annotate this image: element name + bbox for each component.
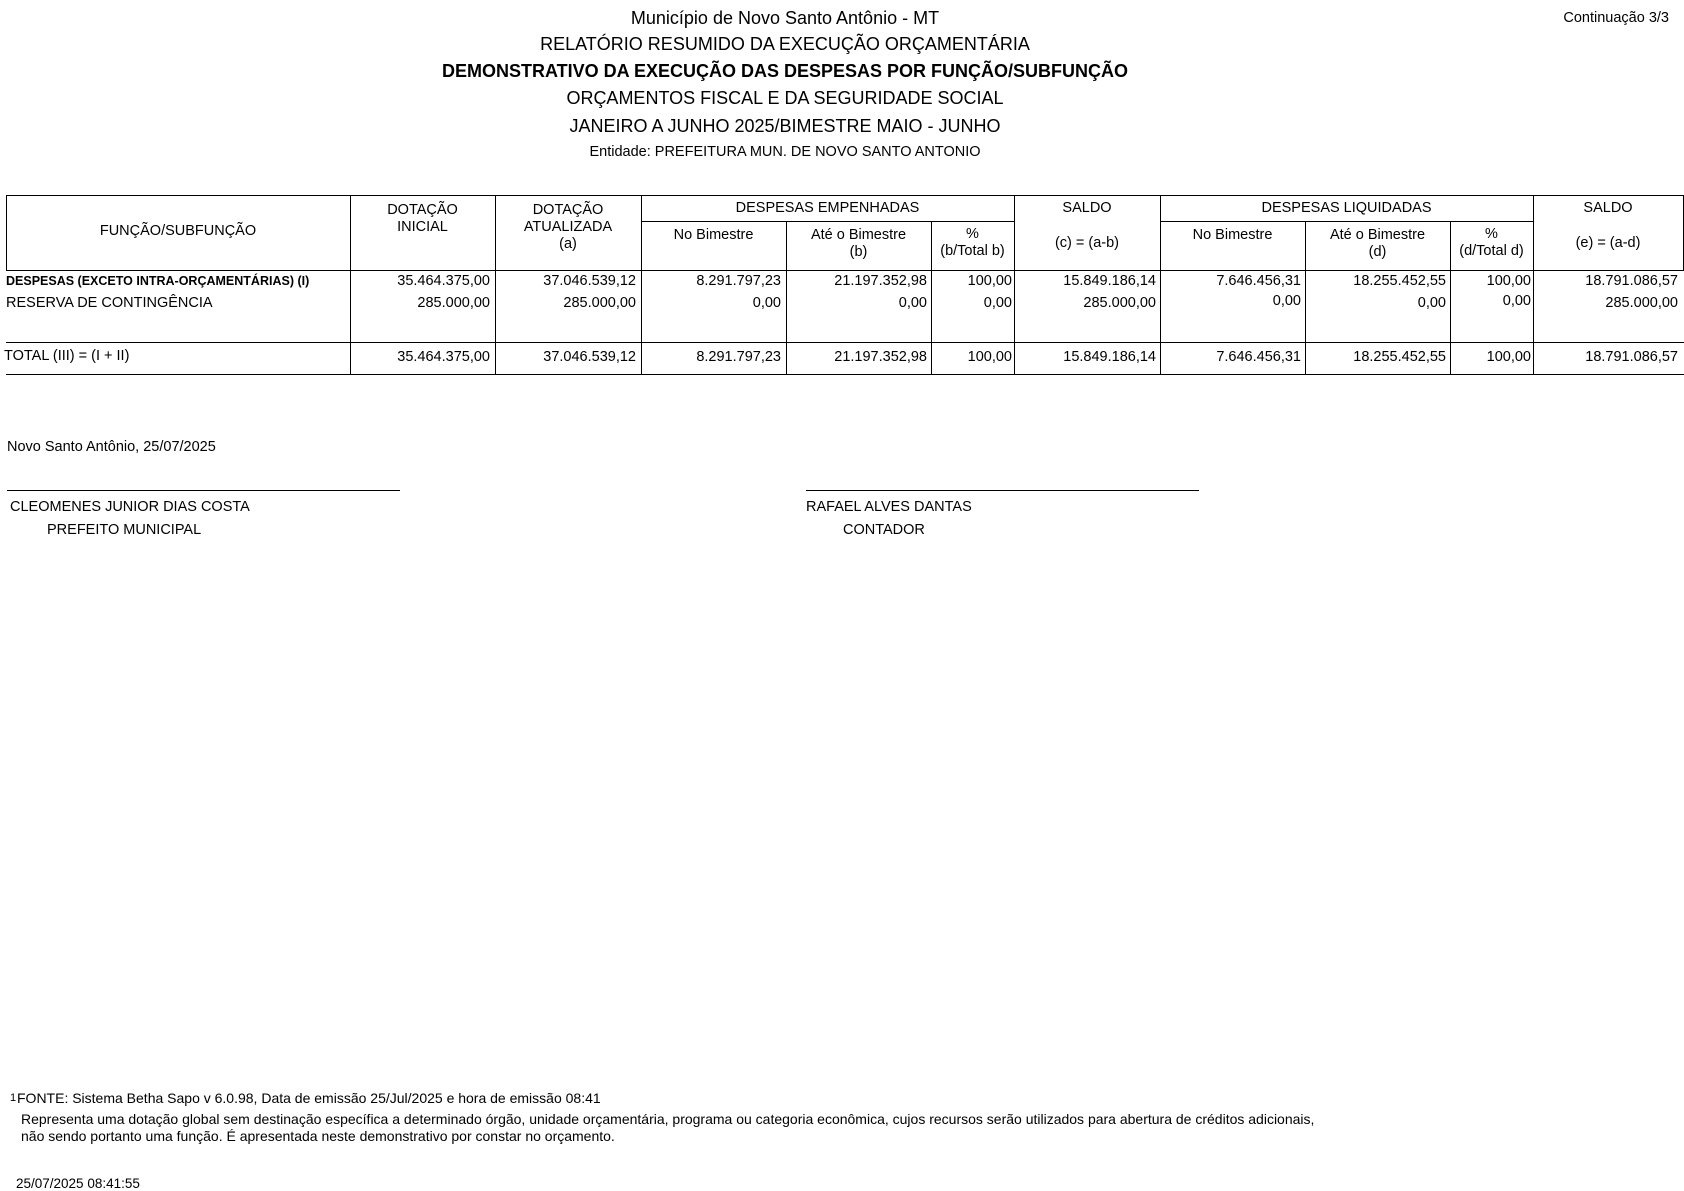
subheader-line-liquidadas xyxy=(1160,221,1534,222)
header-emp-ate-bimestre: (b) xyxy=(849,244,868,260)
table-cell: 285.000,00 xyxy=(563,295,636,311)
table-cell: 18.791.086,57 xyxy=(1585,349,1678,365)
signer-name: CLEOMENES JUNIOR DIAS COSTA xyxy=(10,499,250,515)
table-cell: 0,00 xyxy=(1417,295,1446,311)
table-cell: 0,00 xyxy=(983,295,1012,311)
table-cell: 37.046.539,12 xyxy=(543,273,636,289)
table-cell: 100,00 xyxy=(1486,349,1531,365)
period-title: JANEIRO A JUNHO 2025/BIMESTRE MAIO - JUNHO xyxy=(569,116,1001,136)
signature-line xyxy=(806,490,1199,491)
footnote-text: não sendo portanto uma função. É apresentada neste demonstrativo por constar no orçamento. xyxy=(21,1128,615,1144)
demonstrativo-title: DEMONSTRATIVO DA EXECUÇÃO DAS DESPESAS POR FUNÇÃO/SUBFUNÇÃO xyxy=(441,61,1129,81)
header-dotacao-inicial: INICIAL xyxy=(397,219,448,235)
row-label: DESPESAS (EXCETO INTRA-ORÇAMENTÁRIAS) (I) xyxy=(6,274,310,288)
signature-line xyxy=(7,490,400,491)
header-liq-ate-bimestre: (d) xyxy=(1368,244,1387,260)
table-cell: 100,00 xyxy=(967,273,1012,289)
row-label: RESERVA DE CONTINGÊNCIA xyxy=(6,295,213,311)
footnote-text: Representa uma dotação global sem destinação específica a determinado órgão, unidade orçamentária, programa ou categoria econômica, cujos recursos serão utilizados para abertura de créditos adicionais, xyxy=(21,1111,1315,1127)
table-cell: 21.197.352,98 xyxy=(834,273,927,289)
table-cell: 100,00 xyxy=(967,349,1012,365)
header-saldo-c: SALDO xyxy=(1062,200,1112,216)
page-continuation: Continuação 3/3 xyxy=(1563,10,1669,26)
table-cell: 37.046.539,12 xyxy=(543,349,636,365)
header-despesas-empenhadas: DESPESAS EMPENHADAS xyxy=(735,200,920,216)
header-saldo-e: (e) = (a-d) xyxy=(1575,235,1641,251)
header-liq-percent: % xyxy=(1485,226,1498,242)
source-note: FONTE: Sistema Betha Sapo v 6.0.98, Data de emissão 25/Jul/2025 e hora de emissão 08:41 xyxy=(17,1090,601,1106)
signer-name: RAFAEL ALVES DANTAS xyxy=(806,499,972,515)
table-cell: 7.646.456,31 xyxy=(1216,349,1301,365)
table-cell: 100,00 xyxy=(1486,273,1531,289)
table-cell: 15.849.186,14 xyxy=(1063,349,1156,365)
total-label: TOTAL (III) = (I + II) xyxy=(4,348,130,364)
signer-role: CONTADOR xyxy=(843,522,925,538)
header-funcao: FUNÇÃO/SUBFUNÇÃO xyxy=(99,223,257,239)
table-cell: 18.791.086,57 xyxy=(1585,273,1678,289)
subheader-line-empenhadas xyxy=(641,221,1015,222)
emission-timestamp: 25/07/2025 08:41:55 xyxy=(16,1176,140,1191)
table-cell: 0,00 xyxy=(1502,293,1531,309)
table-cell: 7.646.456,31 xyxy=(1216,273,1301,289)
signer-role: PREFEITO MUNICIPAL xyxy=(47,522,202,538)
header-dotacao-atualizada: ATUALIZADA xyxy=(523,219,613,235)
entity-label: Entidade: PREFEITURA MUN. DE NOVO SANTO ANTONIO xyxy=(589,144,981,160)
table-cell: 35.464.375,00 xyxy=(397,273,490,289)
total-top-border xyxy=(6,342,1684,343)
orcamentos-title: ORÇAMENTOS FISCAL E DA SEGURIDADE SOCIAL xyxy=(566,88,1004,108)
header-dotacao-atualizada: (a) xyxy=(559,236,577,252)
table-cell: 285.000,00 xyxy=(1083,295,1156,311)
report-title: RELATÓRIO RESUMIDO DA EXECUÇÃO ORÇAMENTÁRIA xyxy=(540,34,1030,54)
header-emp-percent: % xyxy=(966,226,979,242)
header-emp-no-bimestre: No Bimestre xyxy=(673,227,754,243)
table-cell: 8.291.797,23 xyxy=(696,273,781,289)
place-date: Novo Santo Antônio, 25/07/2025 xyxy=(7,439,216,455)
table-bottom-border xyxy=(6,374,1684,375)
table-cell: 18.255.452,55 xyxy=(1353,273,1446,289)
table-cell: 0,00 xyxy=(752,295,781,311)
header-saldo-e: SALDO xyxy=(1583,200,1633,216)
table-cell: 285.000,00 xyxy=(1605,295,1678,311)
table-top-border xyxy=(6,195,1684,196)
header-liq-no-bimestre: No Bimestre xyxy=(1192,227,1273,243)
header-despesas-liquidadas: DESPESAS LIQUIDADAS xyxy=(1261,200,1432,216)
footnote-marker: 1 xyxy=(10,1092,17,1104)
table-cell: 35.464.375,00 xyxy=(397,349,490,365)
table-cell: 18.255.452,55 xyxy=(1353,349,1446,365)
header-emp-ate-bimestre: Até o Bimestre xyxy=(810,227,907,243)
table-cell: 285.000,00 xyxy=(417,295,490,311)
table-cell: 21.197.352,98 xyxy=(834,349,927,365)
municipio-title: Município de Novo Santo Antônio - MT xyxy=(630,8,940,28)
header-saldo-c: (c) = (a-b) xyxy=(1054,235,1120,251)
header-liq-ate-bimestre: Até o Bimestre xyxy=(1329,227,1426,243)
header-dotacao-atualizada: DOTAÇÃO xyxy=(532,202,604,218)
header-dotacao-inicial: DOTAÇÃO xyxy=(387,202,458,218)
table-cell: 0,00 xyxy=(898,295,927,311)
header-emp-percent: (b/Total b) xyxy=(940,243,1005,259)
header-liq-percent: (d/Total d) xyxy=(1459,243,1524,259)
table-cell: 15.849.186,14 xyxy=(1063,273,1156,289)
header-bottom-border xyxy=(6,270,1684,271)
table-cell: 0,00 xyxy=(1272,293,1301,309)
table-cell: 8.291.797,23 xyxy=(696,349,781,365)
